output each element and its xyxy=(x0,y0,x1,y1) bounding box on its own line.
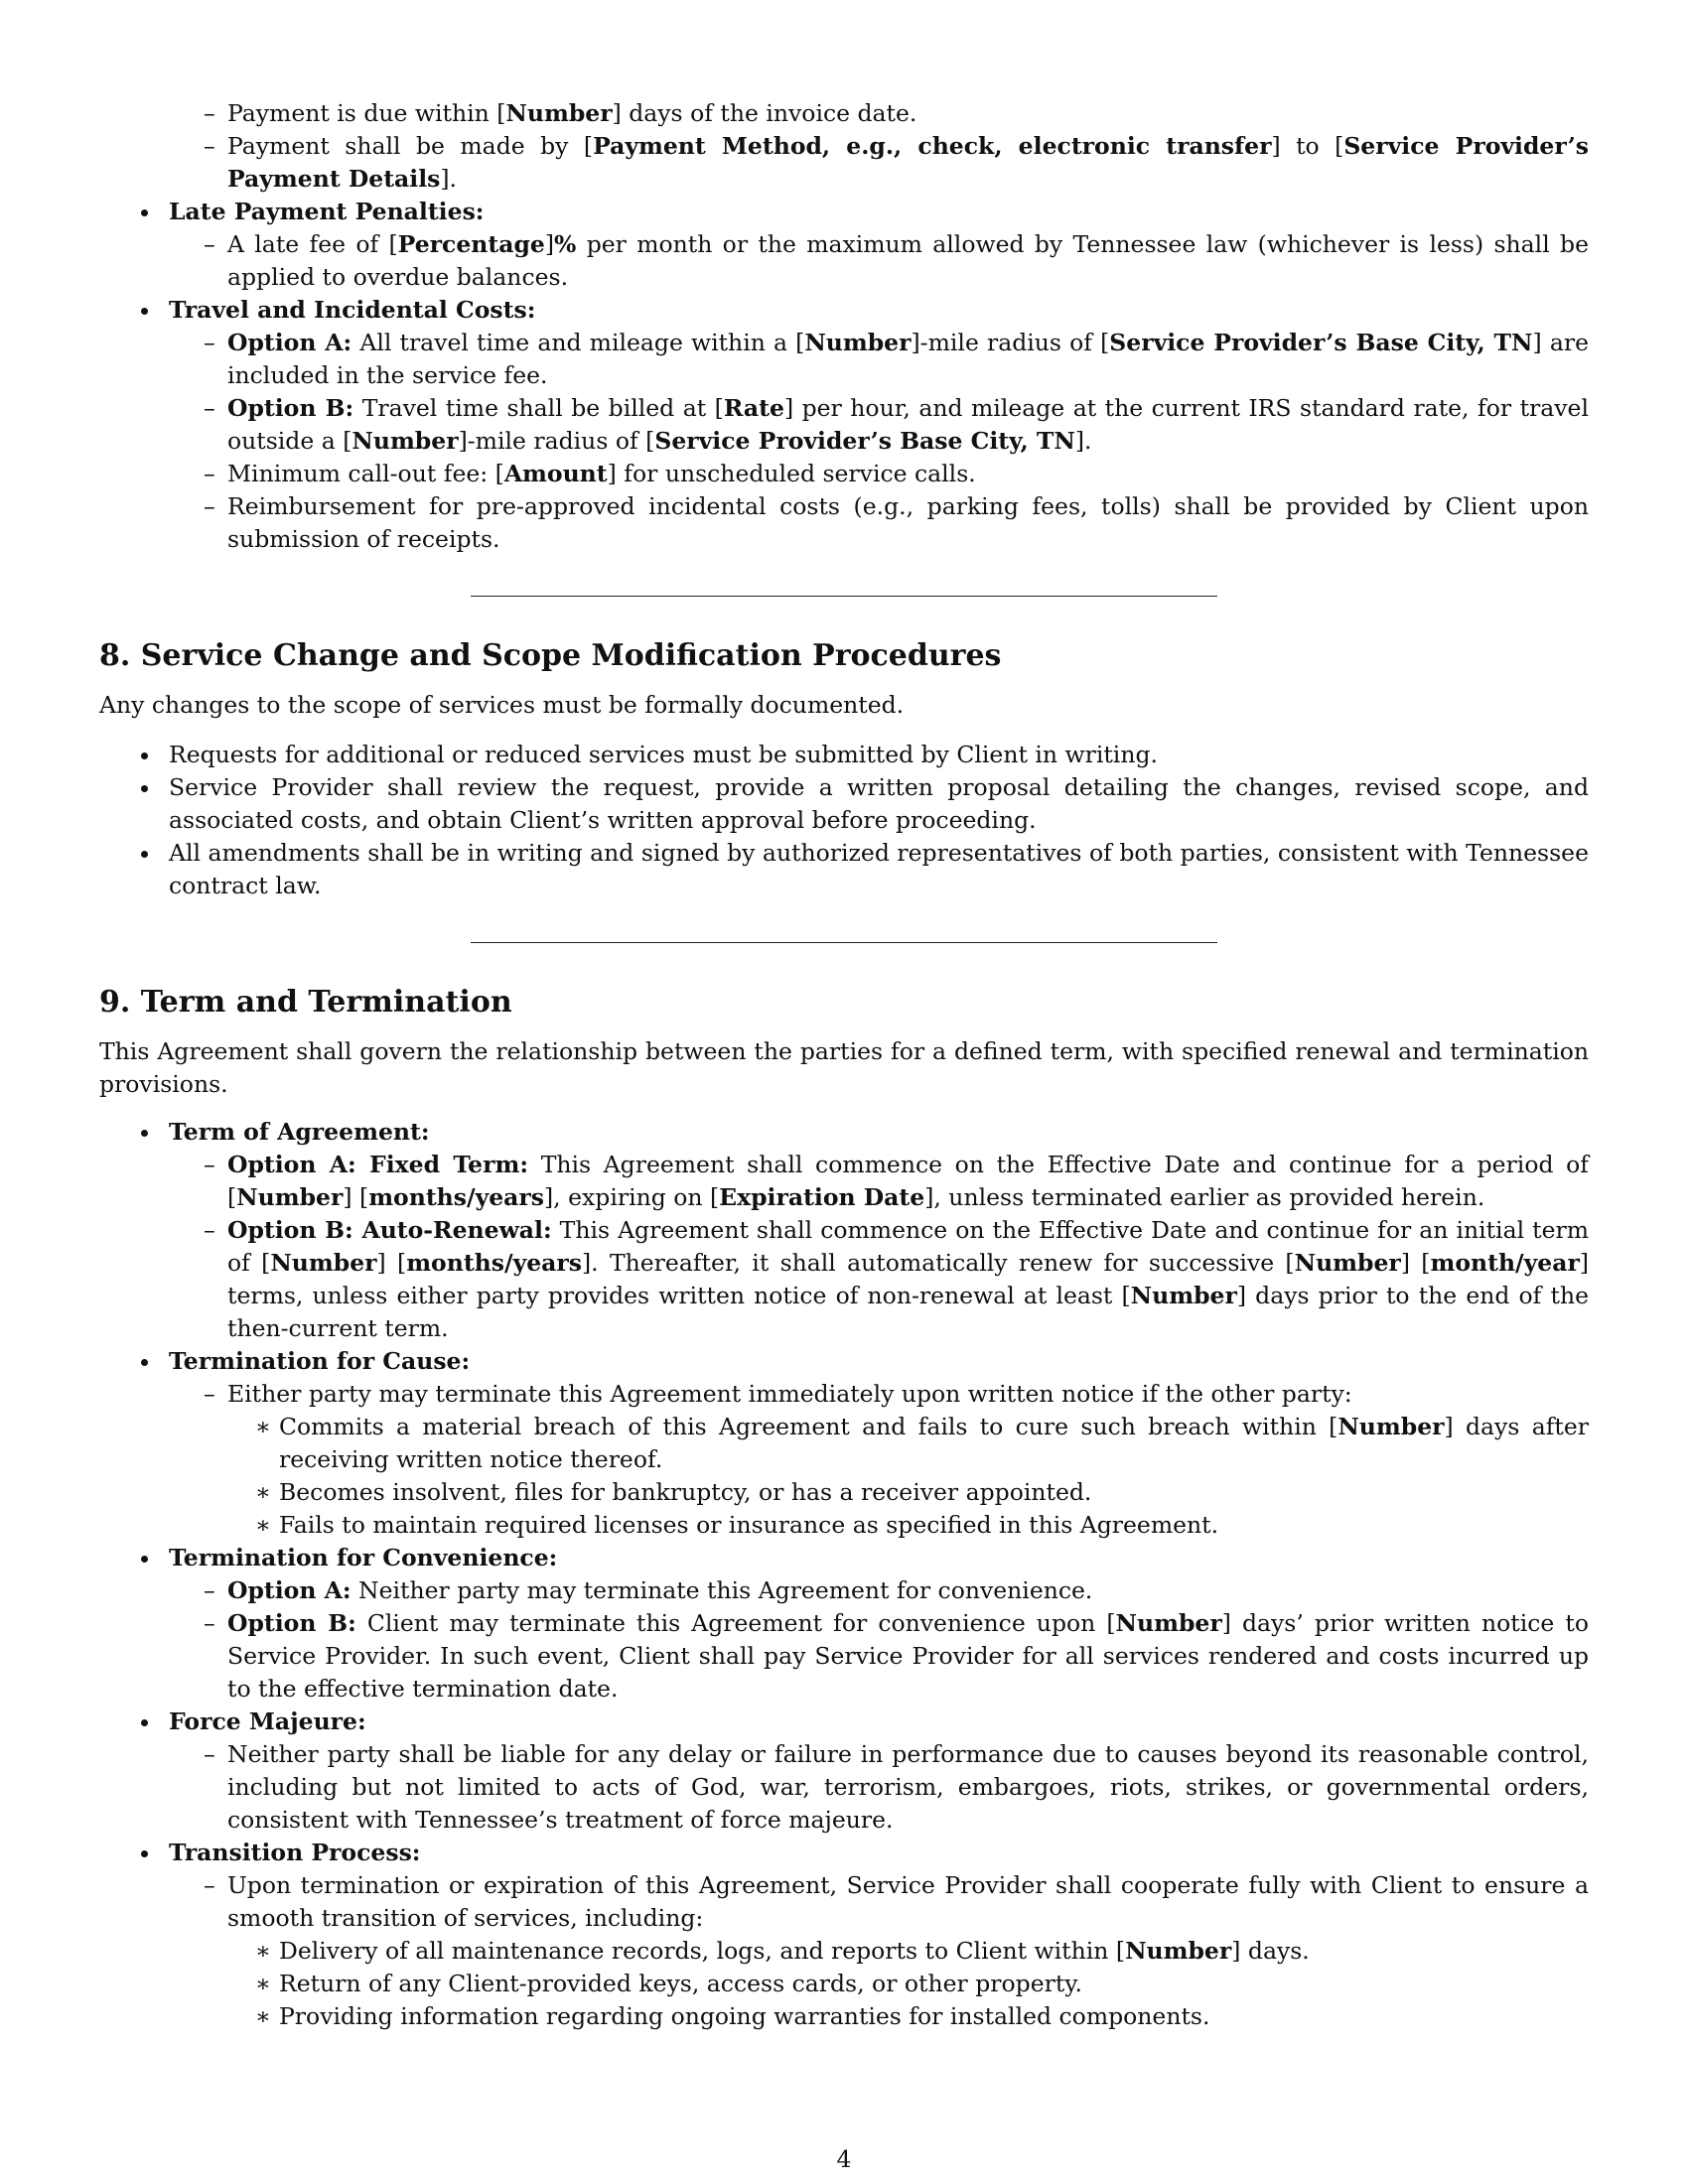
list-item: ∗ Return of any Client-provided keys, access cards, or other property. xyxy=(227,1968,1589,2000)
list-item xyxy=(99,1706,1589,1837)
list-item: ∗ Delivery of all maintenance records, logs, and reports to Client within [Number] days. xyxy=(227,1935,1589,1968)
list-item xyxy=(99,1837,1589,2033)
list-item: – Minimum call-out fee: [Amount] for unscheduled service calls. xyxy=(169,458,1589,490)
list-item: – Reimbursement for pre-approved incidental costs (e.g., parking fees, tolls) shall be provided by Client upon submission of receipts. xyxy=(169,490,1589,556)
list-item: ∗ Becomes insolvent, files for bankruptcy, or has a receiver appointed. xyxy=(227,1476,1589,1509)
list-item: – Payment is due within [Number] days of the invoice date. xyxy=(169,97,1589,130)
list-item: – Option B: Auto-Renewal: This Agreement shall commence on the Effective Date and continue for an initial term of [Number] [months/years]. Thereafter, it shall automatically renew for successive [Number] [month/year] terms, unless either party provides written notice of non-renewal at least [Number] days prior to the end of the then-current term. xyxy=(169,1214,1589,1345)
term-of-agreement-label: Term of Agreement: xyxy=(169,1118,430,1146)
section-9-intro: This Agreement shall govern the relationship between the parties for a defined term, with specified renewal and termination provisions. xyxy=(99,1037,1589,1098)
fees-list xyxy=(99,196,1589,556)
list-item: – Option A: All travel time and mileage within a [Number]-mile radius of [Service Provider’s Base City, TN] are included in the service fee. xyxy=(169,327,1589,392)
section-divider xyxy=(471,942,1217,943)
list-item xyxy=(99,1116,1589,1345)
list-item xyxy=(99,1345,1589,1542)
list-item: ∗ Fails to maintain required licenses or insurance as specified in this Agreement. xyxy=(227,1509,1589,1542)
list-item xyxy=(99,196,1589,294)
force-majeure-label: Force Majeure: xyxy=(169,1707,366,1735)
list-item: All amendments shall be in writing and signed by authorized representatives of both parties, consistent with Tennessee contract law. xyxy=(99,837,1589,902)
list-item: ∗ Commits a material breach of this Agreement and fails to cure such breach within [Number] days after receiving written notice thereof. xyxy=(227,1411,1589,1476)
list-item: – Option B: Travel time shall be billed at [Rate] per hour, and mileage at the current IRS standard rate, for travel outside a [Number]-mile radius of [Service Provider’s Base City, TN]. xyxy=(169,392,1589,458)
list-item: – A late fee of [Percentage]% per month or the maximum allowed by Tennessee law (whichever is less) shall be applied to overdue balances. xyxy=(169,228,1589,294)
list-item: – Neither party shall be liable for any delay or failure in performance due to causes beyond its reasonable control, including but not limited to acts of God, war, terrorism, embargoes, riots, strikes, or governmental orders, consistent with Tennessee’s treatment of force majeure. xyxy=(169,1738,1589,1837)
section-8-intro: Any changes to the scope of services must be formally documented. xyxy=(99,691,905,719)
page-number: 4 xyxy=(836,2145,852,2173)
list-item: ∗ Providing information regarding ongoing warranties for installed components. xyxy=(227,2000,1589,2033)
travel-costs-label: Travel and Incidental Costs: xyxy=(169,296,536,324)
late-payment-label: Late Payment Penalties: xyxy=(169,198,485,225)
termination-for-convenience-label: Termination for Convenience: xyxy=(169,1544,558,1571)
section-8-list xyxy=(99,739,1589,902)
section-9-title: 9. Term and Termination xyxy=(99,985,512,1020)
list-item: – Either party may terminate this Agreement immediately upon written notice if the other party: ∗ Commits a material breach of this Agreement and fails to cure such breach within [Number] days after receiving written notice thereof. ∗ Becomes insolvent, files for bankruptcy, or has a receiver appointed. ∗ Fails to maintain required licenses or insurance as specified in this Agreement. xyxy=(169,1378,1589,1542)
list-item xyxy=(99,1542,1589,1706)
section-9-list xyxy=(99,1116,1589,2033)
document-page xyxy=(99,97,1589,2033)
payment-terms-list xyxy=(169,97,1589,196)
list-item xyxy=(99,294,1589,556)
list-item: – Option A: Fixed Term: This Agreement shall commence on the Effective Date and continue for a period of [Number] [months/years], expiring on [Expiration Date], unless terminated earlier as provided herein. xyxy=(169,1149,1589,1214)
list-item: Service Provider shall review the request, provide a written proposal detailing the changes, revised scope, and associated costs, and obtain Client’s written approval before proceeding. xyxy=(99,771,1589,837)
section-8-title: 8. Service Change and Scope Modification Procedures xyxy=(99,638,1002,673)
list-item: – Upon termination or expiration of this Agreement, Service Provider shall cooperate fully with Client to ensure a smooth transition of services, including: ∗ Delivery of all maintenance records, logs, and reports to Client within [Number] days. ∗ Return of any Client-provided keys, access cards, or other property. ∗ Providing information regarding ongoing warranties for installed components. xyxy=(169,1869,1589,2033)
termination-for-cause-label: Termination for Cause: xyxy=(169,1347,471,1375)
list-item: – Option B: Client may terminate this Agreement for convenience upon [Number] days’ prior written notice to Service Provider. In such event, Client shall pay Service Provider for all services rendered and costs incurred up to the effective termination date. xyxy=(169,1607,1589,1706)
section-divider xyxy=(471,596,1217,597)
transition-process-label: Transition Process: xyxy=(169,1839,421,1866)
list-item: Requests for additional or reduced services must be submitted by Client in writing. xyxy=(99,739,1589,771)
list-item: – Option A: Neither party may terminate this Agreement for convenience. xyxy=(169,1574,1589,1607)
list-item: – Payment shall be made by [Payment Method, e.g., check, electronic transfer] to [Service Provider’s Payment Details]. xyxy=(169,130,1589,196)
